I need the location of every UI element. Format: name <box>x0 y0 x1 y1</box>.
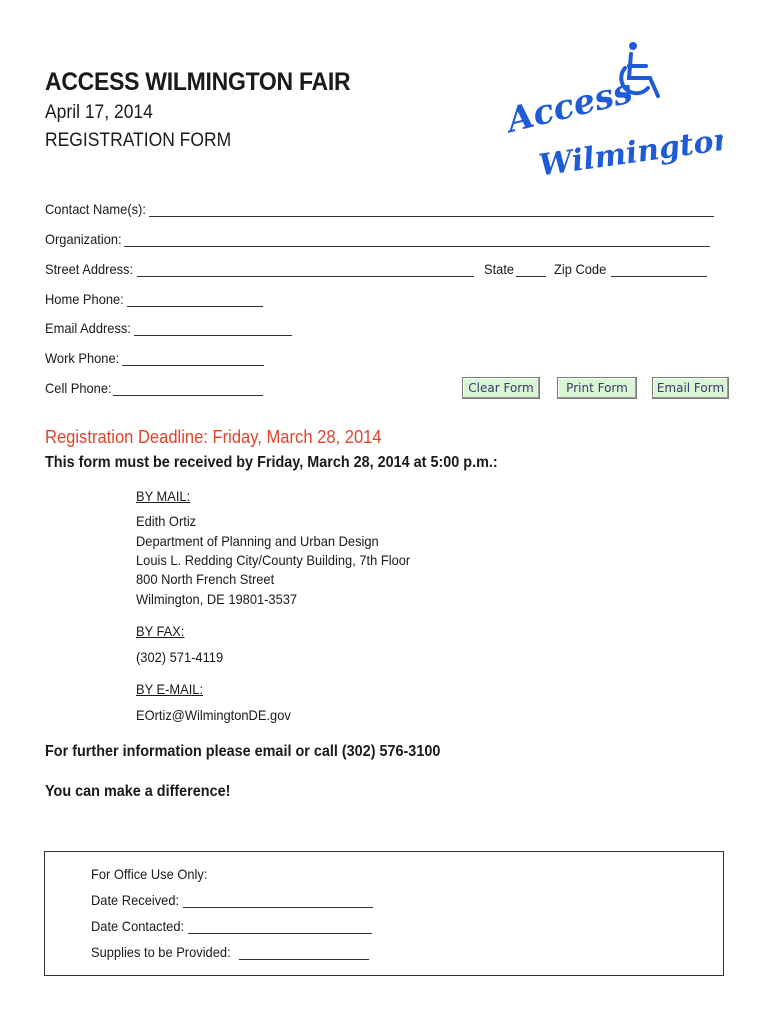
print-form-button[interactable]: Print Form <box>557 377 637 399</box>
cell-phone-row <box>45 380 263 396</box>
email-address-link[interactable]: EOrtiz@WilmingtonDE.gov <box>136 707 291 723</box>
supplies-field[interactable] <box>239 945 369 960</box>
tagline-text: You can make a difference! <box>45 783 231 800</box>
logo-text-wilmington: Wilmington <box>536 121 723 184</box>
by-fax-label: BY FAX: <box>136 623 185 639</box>
page-title: ACCESS WILMINGTON FAIR <box>45 68 351 96</box>
mail-city: Wilmington, DE 19801-3537 <box>136 591 298 607</box>
date-contacted-label: Date Contacted: <box>91 918 185 934</box>
date-contacted-field[interactable] <box>188 919 372 934</box>
contact-name-row <box>45 201 714 217</box>
supplies-row <box>91 944 369 960</box>
address-row <box>45 261 707 277</box>
zip-code-label: Zip Code <box>554 261 607 277</box>
contact-name-label: Contact Name(s): <box>45 201 146 217</box>
date-received-label: Date Received: <box>91 892 180 908</box>
zip-code-field[interactable] <box>611 262 707 277</box>
work-phone-row <box>45 350 264 366</box>
cell-phone-label: Cell Phone: <box>45 380 112 396</box>
home-phone-field[interactable] <box>127 292 263 307</box>
cell-phone-field[interactable] <box>113 381 263 396</box>
by-mail-label: BY MAIL: <box>136 488 191 504</box>
email-address-field[interactable] <box>134 321 292 336</box>
supplies-label: Supplies to be Provided: <box>91 944 231 960</box>
state-field[interactable] <box>516 262 546 277</box>
registration-deadline-heading: Registration Deadline: Friday, March 28, 2014 <box>45 427 382 447</box>
deadline-notice: This form must be received by Friday, March 28, 2014 at 5:00 p.m.: <box>45 454 498 471</box>
organization-row <box>45 231 710 247</box>
state-label: State <box>483 261 514 277</box>
mail-recipient: Edith Ortiz <box>136 513 197 529</box>
email-form-button[interactable]: Email Form <box>652 377 729 399</box>
organization-label: Organization: <box>45 231 122 247</box>
home-phone-label: Home Phone: <box>45 291 124 307</box>
work-phone-label: Work Phone: <box>45 350 120 366</box>
street-address-field[interactable] <box>137 262 474 277</box>
organization-field[interactable] <box>124 232 710 247</box>
logo-text-access: Access <box>502 71 637 141</box>
date-received-row <box>91 892 373 908</box>
contact-name-field[interactable] <box>149 202 714 217</box>
date-received-field[interactable] <box>183 893 373 908</box>
by-email-label: BY E-MAIL: <box>136 681 204 697</box>
date-contacted-row <box>91 918 372 934</box>
email-address-label: Email Address: <box>45 320 131 336</box>
work-phone-field[interactable] <box>122 351 264 366</box>
mail-building: Louis L. Redding City/County Building, 7th Floor <box>136 552 411 568</box>
event-date: April 17, 2014 <box>45 102 153 123</box>
home-phone-row <box>45 291 263 307</box>
clear-form-button[interactable]: Clear Form <box>462 377 540 399</box>
mail-department: Department of Planning and Urban Design <box>136 533 379 549</box>
office-use-title: For Office Use Only: <box>91 866 208 882</box>
mail-street: 800 North French Street <box>136 571 275 587</box>
fax-number: (302) 571-4119 <box>136 649 224 665</box>
further-info-text: For further information please email or call (302) 576-3100 <box>45 743 441 760</box>
street-address-label: Street Address: <box>45 261 134 277</box>
email-address-row <box>45 320 292 336</box>
access-wilmington-logo <box>498 38 723 188</box>
form-subtitle: REGISTRATION FORM <box>45 130 232 151</box>
